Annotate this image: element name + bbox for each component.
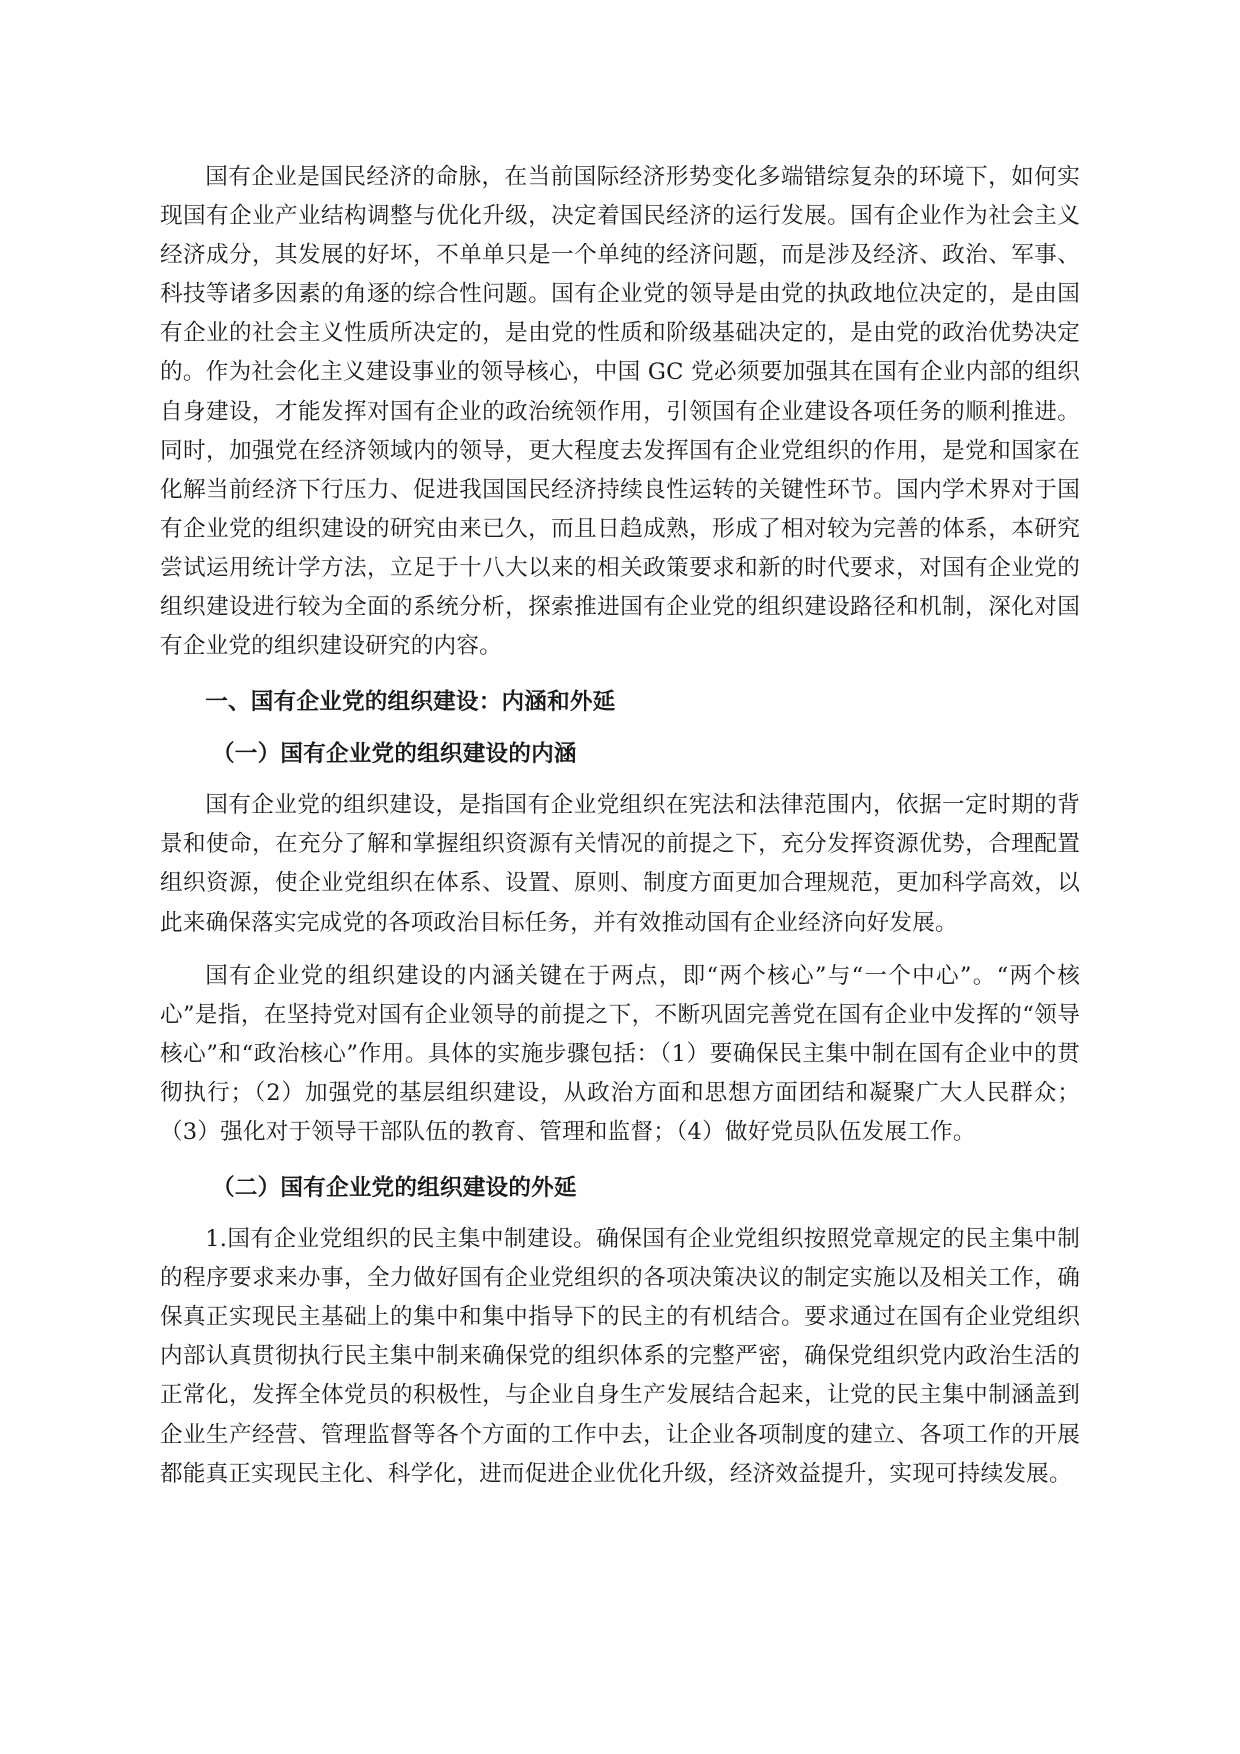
subsection-2-paragraph-1: 1.国有企业党组织的民主集中制建设。确保国有企业党组织按照党章规定的民主集中制的程序要求来办事，全力做好国有企业党组织的各项决策决议的制定实施以及相关工作，确保真正实现民主基础上的集中和集中指导下的民主的有机结合。要求通过在国有企业党组织内部认真贯彻执行民主集中制来确保党的组织体系的完整严密，确保党组织党内政治生活的正常化，发挥全体党员的积极性，与企业自身生产发展结合起来，让党的民主集中制涵盖到企业生产经营、管理监督等各个方面的工作中去，让企业各项制度的建立、各项工作的开展都能真正实现民主化、科学化，进而促进企业优化升级，经济效益提升，实现可持续发展。 xyxy=(160,1226,1080,1487)
subsection-heading-2: （二）国有企业党的组织建设的外延 xyxy=(212,1175,577,1202)
intro-paragraph: 国有企业是国民经济的命脉，在当前国际经济形势变化多端错综复杂的环境下，如何实现国有企业产业结构调整与优化升级，决定着国民经济的运行发展。国有企业作为社会主义经济成分，其发展的好坏，不单单只是一个单纯的经济问题，而是涉及经济、政治、军事、科技等诸多因素的角逐的综合性问题。国有企业党的领导是由党的执政地位决定的，是由国有企业的社会主义性质所决定的，是由党的性质和阶级基础决定的，是由党的政治优势决定的。作为社会化主义建设事业的领导核心，中国 GC 党必须要加强其在国有企业内部的组织自身建设，才能发挥对国有企业的政治统领作用，引领国有企业建设各项任务的顺利推进。同时，加强党在经济领域内的领导，更大程度去发挥国有企业党组织的作用，是党和国家在化解当前经济下行压力、促进我国国民经济持续良性运转的关键性环节。国内学术界对于国有企业党的组织建设的研究由来已久，而且日趋成熟，形成了相对较为完善的体系，本研究尝试运用统计学方法，立足于十八大以来的相关政策要求和新的时代要求，对国有企业党的组织建设进行较为全面的系统分析，探索推进国有企业党的组织建设路径和机制，深化对国有企业党的组织建设研究的内容。 xyxy=(160,164,1080,660)
subsection-1-paragraph-2: 国有企业党的组织建设的内涵关键在于两点，即“两个核心”与“一个中心”。“两个核心”是指，在坚持党对国有企业领导的前提之下，不断巩固完善党在国有企业中发挥的“领导核心”和“政治核心”作用。具体的实施步骤包括：（1）要确保民主集中制在国有企业中的贯彻执行；（2）加强党的基层组织建设，从政治方面和思想方面团结和凝聚广大人民群众；（3）强化对于领导干部队伍的教育、管理和监督；（4）做好党员队伍发展工作。 xyxy=(160,962,1080,1145)
subsection-heading-1: （一）国有企业党的组织建设的内涵 xyxy=(212,741,577,768)
document-page xyxy=(160,158,1080,1494)
section-heading-1: 一、国有企业党的组织建设：内涵和外延 xyxy=(205,689,616,716)
subsection-1-paragraph-1: 国有企业党的组织建设，是指国有企业党组织在宪法和法律范围内，依据一定时期的背景和使命，在充分了解和掌握组织资源有关情况的前提之下，充分发挥资源优势，合理配置组织资源，使企业党组织在体系、设置、原则、制度方面更加合理规范，更加科学高效，以此来确保落实完成党的各项政治目标任务，并有效推动国有企业经济向好发展。 xyxy=(160,792,1080,936)
